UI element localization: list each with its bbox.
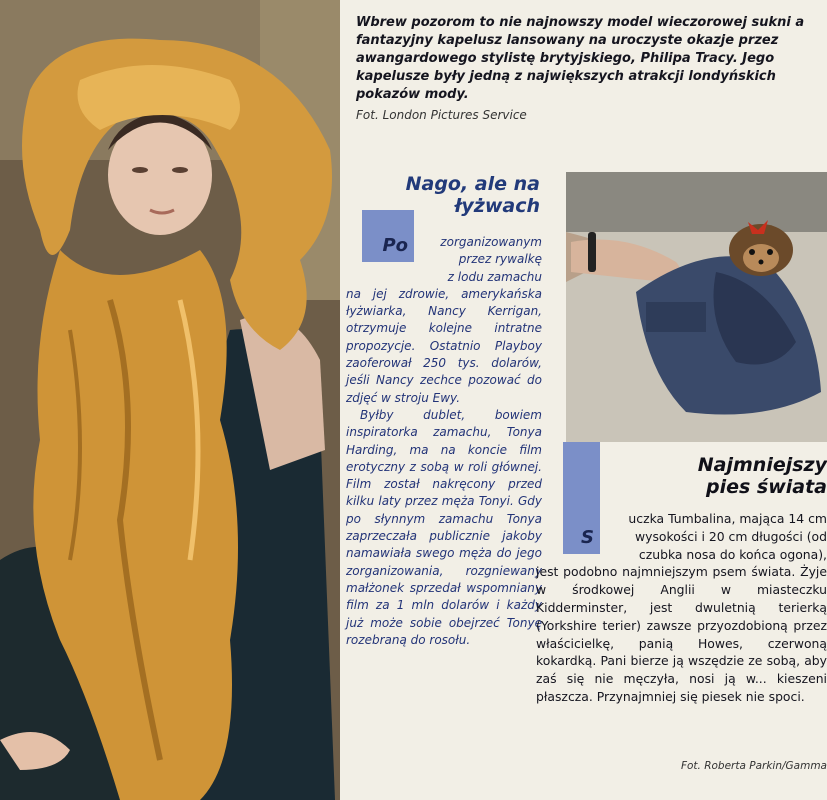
dog-in-bag-illustration xyxy=(566,172,827,442)
photo-credit-top: Fot. London Pictures Service xyxy=(356,108,527,122)
article-title-pies xyxy=(600,454,827,498)
article-title-pies-line1: Najmniejszy xyxy=(697,454,827,476)
article-title-nago-line1: Nago, ale na xyxy=(405,173,540,195)
article-nago-line: zorganizowanym xyxy=(440,235,542,249)
dropcap-pies: S xyxy=(563,442,600,554)
article-pies-line: uczka Tumbalina, mająca 14 cm xyxy=(628,511,827,526)
photo-fashion-model xyxy=(0,0,340,800)
article-nago-line: przez rywalkę xyxy=(458,252,542,267)
article-nago-line: z lodu zamachu xyxy=(447,269,542,284)
fashion-model-illustration xyxy=(0,0,340,800)
dropcap-nago: Po xyxy=(362,210,414,262)
article-title-pies-line2: pies świata xyxy=(705,476,827,498)
article-body-pies xyxy=(536,510,827,706)
article-nago-para2: Byłby dublet, bowiem inspiratorka zamachu, Tonya Harding, ma na koncie film erotyczny z sobą w roli głównej. Film został nakręcony przed kilku laty przez męża Tonyi. Gdy po słynnym zamachu Tonya zaprzeczała publicznie jakoby namawiała swego męża do jego zorganizowania, rozgniewany małżonek sprzedał wspomniany film za 1 mln dolarów i każdy już może sobie obejrzeć Tonyę rozebraną do rosołu. xyxy=(346,407,542,647)
photo-caption: Wbrew pozorom to nie najnowszy model wieczorowej sukni a fantazyjny kapelusz lansowany na uroczyste okazje przez awangardowego stylistę brytyjskiego, Philipa Tracy. Jego kapelusze były jedną z największych atrakcji londyńskich pokazów mody. xyxy=(356,15,805,102)
article-pies-line: czubka nosa do końca ogona), xyxy=(638,546,827,562)
article-nago-first-lines xyxy=(346,234,542,286)
article-title-nago-line2: łyżwach xyxy=(454,195,540,217)
article-pies-first-lines xyxy=(536,510,827,563)
article-pies-line: wysokości i 20 cm długości (od xyxy=(635,528,827,544)
article-nago-para1: na jej zdrowie, amerykańska łyżwiarka, Nancy Kerrigan, otrzymuje kolejne intratne propozycje. Ostatnio Playboy zaoferował 250 tys. dolarów, jeśli Nancy zechce pozować do zdjęć w stroju Ewy. xyxy=(346,286,542,405)
article-body-nago xyxy=(346,234,542,649)
photo-credit-bottom: Fot. Roberta Parkin/Gamma xyxy=(680,760,827,772)
photo-dog-in-bag xyxy=(566,172,827,442)
article-pies-rest: jest podobno najmniejszym psem świata. Żyje w środkowej Anglii w miasteczku Kidderminster, jest dwuletnią terierką (Yorkshire terier) zawsze przyozdobioną przez właścicielkę, panią Howes, czerwoną kokardką. Pani bierze ją wszędzie ze sobą, aby zaś się nie męczyła, nosi ją w... kieszeni płaszcza. Przynajmniej się piesek nie spoci. xyxy=(536,564,827,704)
